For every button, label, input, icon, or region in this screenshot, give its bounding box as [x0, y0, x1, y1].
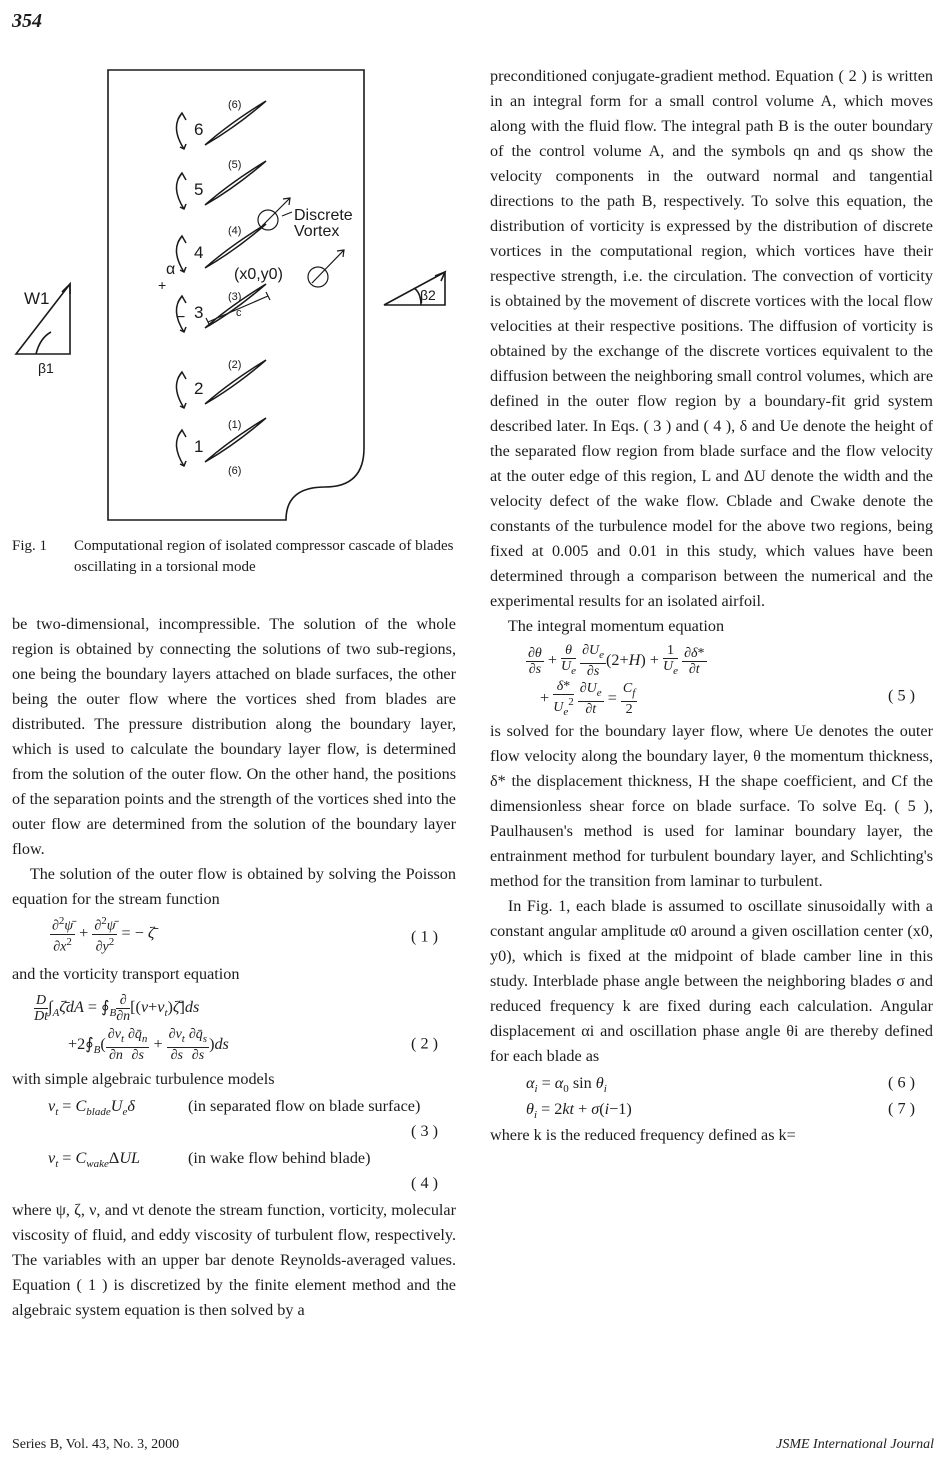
figure-caption	[12, 536, 462, 578]
paragraph: and the vorticity transport equation	[12, 965, 240, 983]
equation-number: ( 5 )	[888, 686, 915, 705]
equation-number: ( 7 )	[888, 1099, 915, 1118]
discrete-label: Discrete	[294, 207, 353, 224]
equation-note: (in separated flow on blade surface)	[188, 1097, 421, 1115]
paragraph: The solution of the outer flow is obtained by solving the Poisson equation for the stream function	[12, 865, 456, 908]
equation-4: $\nu_t = C_{wake}\Delta UL$ (in wake flow behind blade) ( 4 )	[12, 1146, 456, 1196]
equation-number: ( 6 )	[888, 1073, 915, 1092]
paragraph: is solved for the boundary layer flow, where Ue denotes the outer flow velocity along the boundary layer, θ the momentum thickness, δ* the displacement thickness, H the shape coefficient, and Cf the dimensionless shear force on blade surface. To solve Eq. ( 5 ), Paulhausen's method is used for laminar boundary layer, the entrainment method for turbulent boundary layer, and Schlichting's method for the transition from laminar to turbulent.	[490, 722, 933, 890]
equation-3: $\nu_t = C_{blade}U_e\delta$ (in separated flow on blade surface) ( 3 )	[12, 1094, 456, 1144]
equation-number: ( 3 )	[411, 1122, 438, 1140]
paragraph: where ψ, ζ, ν, and νt denote the stream function, vorticity, molecular viscosity of fluid, and eddy viscosity of turbulent flow, respectively. The variables with an upper bar denote Reynolds-averaged values. Equation ( 1 ) is discretized by the finite element method and the algebraic system equation is then solved by a	[12, 1201, 456, 1319]
caption-label: Fig. 1	[12, 538, 48, 554]
vortex-label: Vortex	[294, 223, 340, 240]
passage-label: (1)	[228, 419, 242, 431]
passage-label: (5)	[228, 159, 242, 171]
equation-5: $\frac{\partial\theta}{\partial s}$ + $\frac{\theta}{U_e}$ $\frac{\partial U_e}{\partial s}$ (2+H) + $\frac{1}{U_e}$ $\frac{\partial\delta*}{\partial t}$ + $\frac{\delta*}{U_e^2}$ $\frac{\partial U_e}{\partial t}$ = $\frac{C_f}{2}$ ( 5 )	[528, 643, 915, 718]
blade-number-label: 6	[194, 120, 204, 139]
paragraph: be two-dimensional, incompressible. The solution of the whole region is obtained by connecting the solutions of two sub-regions, one being the boundary layers attached on blade surfaces, the other being the outer flow where the vortices shed from blades are distributed. The pressure distribution along the boundary layer, which is used to calculate the boundary layer flow, is determined from the solution of the outer flow. On the other hand, the positions of the separation points and the strength of the vortices shed into the outer flow are determined from the solution of the boundary layer flow.	[12, 615, 456, 858]
passage-label: (6)	[228, 465, 242, 477]
paragraph: The integral momentum equation	[507, 617, 725, 635]
w1-label: W1	[24, 289, 50, 308]
equation-6: $\alpha_i = \alpha_0$ $\sin \theta_i$ ( 6 )	[490, 1071, 933, 1095]
plus-sign: +	[158, 277, 167, 293]
beta1-label: β1	[38, 360, 54, 376]
equation-number: ( 2 )	[411, 1034, 438, 1053]
paragraph: with simple algebraic turbulence models	[12, 1070, 275, 1088]
footer-journal-name: JSME International Journal	[776, 1437, 934, 1452]
equation-2: $\frac{D}{Dt}$ $\int_A\zetādA$ = $∮_B$ $\frac{\partial}{\partial n}$ $[(\nu+\nu_t)\zetā]ds$ $+2∮_B$( $\frac{\partial\nu_t}{\partial n}$ $\frac{\partial q̄_n}{\partial s}$ + $\frac{\partial\nu_t}{\partial s}$ $\frac{\partial q̄_s}{\partial s}$ )ds ( 2 )	[34, 992, 438, 1064]
blade-number-label: 2	[194, 379, 204, 398]
blade-number-label: 1	[194, 437, 204, 456]
right-column	[490, 64, 933, 1148]
equation-number: ( 1 )	[411, 927, 438, 946]
minus-sign: −	[176, 309, 186, 326]
oscillation-center-label: (x0,y0)	[234, 266, 283, 283]
page-number: 354	[12, 10, 42, 32]
paragraph: preconditioned conjugate-gradient method. Equation ( 2 ) is written in an integral form for a small control volume A, which moves along with the fluid flow. The integral path B is the outer boundary of the control volume A, and the symbols qn and qs show the velocity components in the outward normal and tangential directions to the path B, respectively. To solve this equation, the distribution of vorticity is expressed by the distribution of discrete vortices in the computational region, which vortices have their respective strength, i.e. the circulation. The convection of vorticity is obtained by the movement of discrete vortices with the local flow velocities at their respective positions. The diffusion of vorticity is obtained by the exchange of the discrete vortices equivalent to the diffusion between the neighboring small control volumes, which are defined in the outer flow region by a boundary-fit grid system described later. In Eqs. ( 3 ) and ( 4 ), δ and Ue denote the height of the separated flow region from blade surface and the flow velocity at the outer edge of this region, L and ΔU denote the width and the velocity defect of the wake flow. Cblade and Cwake denote the constants of the turbulence model for the above two regions, being fixed at 0.005 and 0.01 in this study, which values have been determined through a comparison between the numerical and the experimental results for an isolated airfoil.	[490, 67, 933, 610]
blade-number-label: 3	[194, 303, 204, 322]
passage-label: (6)	[228, 99, 242, 111]
passage-label: (4)	[228, 225, 242, 237]
alpha-label: α	[166, 261, 176, 278]
left-column	[12, 612, 456, 1323]
chord-label: c	[236, 307, 242, 319]
paragraph: where k is the reduced frequency defined as k=	[490, 1126, 796, 1144]
equation-number: ( 4 )	[411, 1174, 438, 1192]
equation-note: (in wake flow behind blade)	[188, 1149, 371, 1167]
blade-number-label: 5	[194, 180, 204, 199]
passage-label: (2)	[228, 359, 242, 371]
equation-7: $\theta_i = 2kt + \sigma(i-1)$ ( 7 )	[490, 1097, 933, 1121]
beta2-label: β2	[420, 287, 436, 303]
footer-journal-issue: Series B, Vol. 43, No. 3, 2000	[12, 1437, 180, 1452]
blade-number-label: 4	[194, 243, 204, 262]
figure-1	[0, 60, 470, 530]
paragraph: In Fig. 1, each blade is assumed to oscillate sinusoidally with a constant angular amplitude α0 around a given oscillation center (x0, y0), which is fixed at the midpoint of blade camber line in this study. Interblade phase angle between the neighboring blades σ and reduced frequency k are fixed during each calculation. Angular displacement αi and oscillation phase angle θi are thereby defined for each blade as	[490, 897, 933, 1065]
caption-text: Computational region of isolated compressor cascade of blades oscillating in a torsional mode	[74, 538, 454, 575]
equation-1: $\frac{\partial^2\psī}{\partial x^2}$ + $\frac{\partial^2\psī}{\partial y^2}$ = − ζ̄ ( 1 )	[52, 915, 438, 955]
passage-label: (3)	[228, 291, 242, 303]
